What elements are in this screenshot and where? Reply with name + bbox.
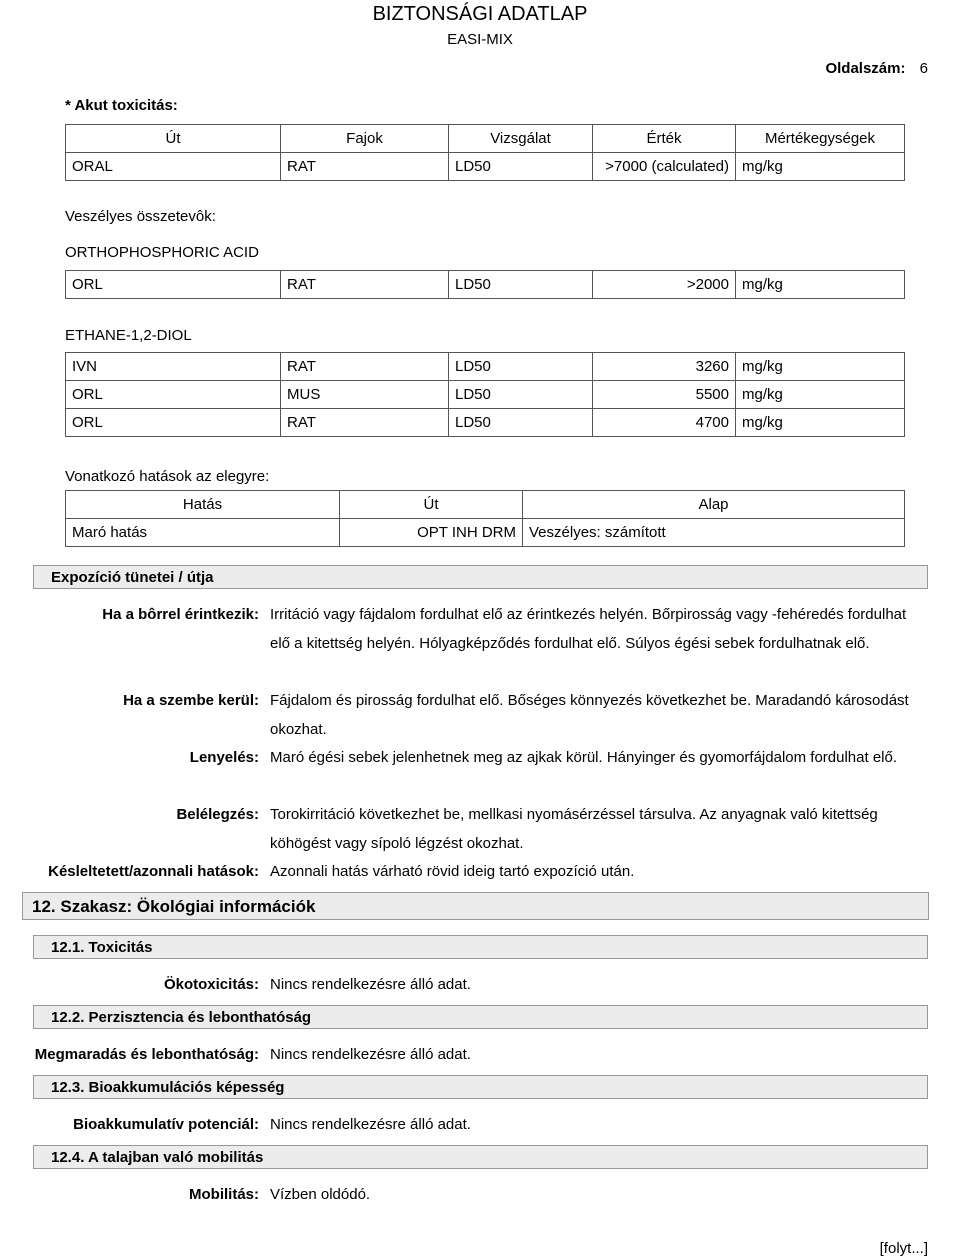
document-title: BIZTONSÁGI ADATLAP: [372, 3, 588, 25]
table-header-row: [66, 491, 905, 519]
table-row: [66, 381, 905, 409]
component-name: ORTHOPHOSPHORIC ACID: [65, 244, 259, 261]
ingestion-text: Maró égési sebek jelenhetnek meg az ajkak körül. Hányinger és gyomorfájdalom fordulhat elő.: [270, 749, 898, 766]
table-cell: mg/kg: [736, 381, 905, 409]
hazardous-components-heading: Veszélyes összetevôk:: [65, 208, 216, 225]
table-cell: RAT: [281, 353, 449, 381]
subsection-bar: [33, 1075, 928, 1099]
table-cell: 3260: [593, 353, 736, 381]
table-cell: RAT: [281, 153, 449, 181]
inhalation-label: Belélegzés:: [176, 806, 259, 823]
ecotoxicity-label: Ökotoxicitás:: [163, 976, 259, 993]
table-cell: RAT: [281, 271, 449, 299]
product-name: EASI-MIX: [447, 31, 513, 48]
table-cell: LD50: [449, 381, 593, 409]
table-cell: mg/kg: [736, 353, 905, 381]
table-cell: 4700: [593, 409, 736, 437]
table-cell: mg/kg: [736, 271, 905, 299]
ingestion-label: Lenyelés:: [189, 749, 259, 766]
delayed-effects-label: Késleltetett/azonnali hatások:: [48, 863, 259, 880]
table-cell: Maró hatás: [66, 519, 340, 547]
table-cell: IVN: [66, 353, 281, 381]
section-12-title: 12. Szakasz: Ökológiai információk: [32, 897, 316, 916]
mixture-effects-heading: Vonatkozó hatások az elegyre:: [65, 468, 270, 485]
column-header: Út: [340, 491, 523, 519]
table-cell: ORL: [66, 271, 281, 299]
table-row: [66, 271, 905, 299]
table-cell: MUS: [281, 381, 449, 409]
page-number-label: Oldalszám:: [825, 60, 906, 77]
exposure-section-title: Expozíció tünetei / útja: [51, 569, 214, 586]
acute-toxicity-heading: * Akut toxicitás:: [65, 97, 178, 114]
page-number: 6: [919, 60, 928, 77]
table-cell: OPT INH DRM: [340, 519, 523, 547]
component-toxicity-table: [65, 270, 905, 299]
inhalation-text: Torokirritáció következhet be, mellkasi nyomásérzéssel társulva. Az anyagnak való kitettség köhögést vagy sípoló légzést okozhat.: [270, 806, 878, 852]
table-row: [66, 353, 905, 381]
ecotoxicity-value: Nincs rendelkezésre álló adat.: [270, 976, 471, 993]
mobility-label: Mobilitás:: [189, 1186, 259, 1203]
mobility-value: Vízben oldódó.: [270, 1186, 371, 1203]
persistence-label: Megmaradás és lebonthatóság:: [34, 1046, 259, 1063]
table-row: [66, 409, 905, 437]
subsection-title: 12.3. Bioakkumulációs képesség: [51, 1079, 285, 1096]
table-header-row: [66, 125, 905, 153]
subsection-title: 12.4. A talajban való mobilitás: [51, 1149, 264, 1166]
component-name: ETHANE-1,2-DIOL: [65, 327, 192, 344]
persistence-value: Nincs rendelkezésre álló adat.: [270, 1046, 471, 1063]
bioaccumulation-value: Nincs rendelkezésre álló adat.: [270, 1116, 471, 1133]
table-cell: ORAL: [66, 153, 281, 181]
eye-contact-text: Fájdalom és pirosság fordulhat elő. Bőséges könnyezés következhet be. Maradandó károsodást okozhat.: [270, 692, 909, 738]
skin-contact-text: Irritáció vagy fájdalom fordulhat elő az érintkezés helyén. Bőrpirosság vagy -fehéredés fordulhat elő a kitettség helyén. Hólyagképződés fordulhat elő. Súlyos égési sebek fordulhatnak elő.: [270, 606, 907, 652]
column-header: Vizsgálat: [449, 125, 593, 153]
subsection-bar: [33, 935, 928, 959]
table-cell: >2000: [593, 271, 736, 299]
table-cell: ORL: [66, 409, 281, 437]
table-row: [66, 519, 905, 547]
column-header: Hatás: [66, 491, 340, 519]
table-cell: LD50: [449, 409, 593, 437]
table-cell: >7000 (calculated): [593, 153, 736, 181]
eye-contact-label: Ha a szembe kerül:: [123, 692, 259, 709]
column-header: Fajok: [281, 125, 449, 153]
delayed-effects-text: Azonnali hatás várható rövid ideig tartó expozíció után.: [270, 863, 635, 880]
table-cell: RAT: [281, 409, 449, 437]
continued-marker: [folyt...]: [879, 1240, 928, 1257]
table-cell: LD50: [449, 153, 593, 181]
column-header: Érték: [593, 125, 736, 153]
table-cell: 5500: [593, 381, 736, 409]
table-cell: LD50: [449, 271, 593, 299]
acute-toxicity-table: [65, 124, 905, 181]
mixture-effects-table: [65, 490, 905, 547]
exposure-section-bar: [33, 565, 928, 589]
subsection-title: 12.1. Toxicitás: [51, 939, 153, 956]
table-row: [66, 153, 905, 181]
section-12-header: [22, 892, 929, 920]
column-header: Út: [66, 125, 281, 153]
subsection-title: 12.2. Perzisztencia és lebonthatóság: [51, 1009, 312, 1026]
column-header: Mértékegységek: [736, 125, 905, 153]
page-number-row: [825, 60, 928, 77]
skin-contact-label: Ha a bôrrel érintkezik:: [102, 606, 259, 623]
component-toxicity-table: [65, 352, 905, 437]
table-cell: Veszélyes: számított: [523, 519, 905, 547]
subsection-bar: [33, 1145, 928, 1169]
table-cell: LD50: [449, 353, 593, 381]
bioaccumulation-label: Bioakkumulatív potenciál:: [73, 1116, 259, 1133]
column-header: Alap: [523, 491, 905, 519]
table-cell: mg/kg: [736, 153, 905, 181]
subsection-bar: [33, 1005, 928, 1029]
table-cell: ORL: [66, 381, 281, 409]
table-cell: mg/kg: [736, 409, 905, 437]
